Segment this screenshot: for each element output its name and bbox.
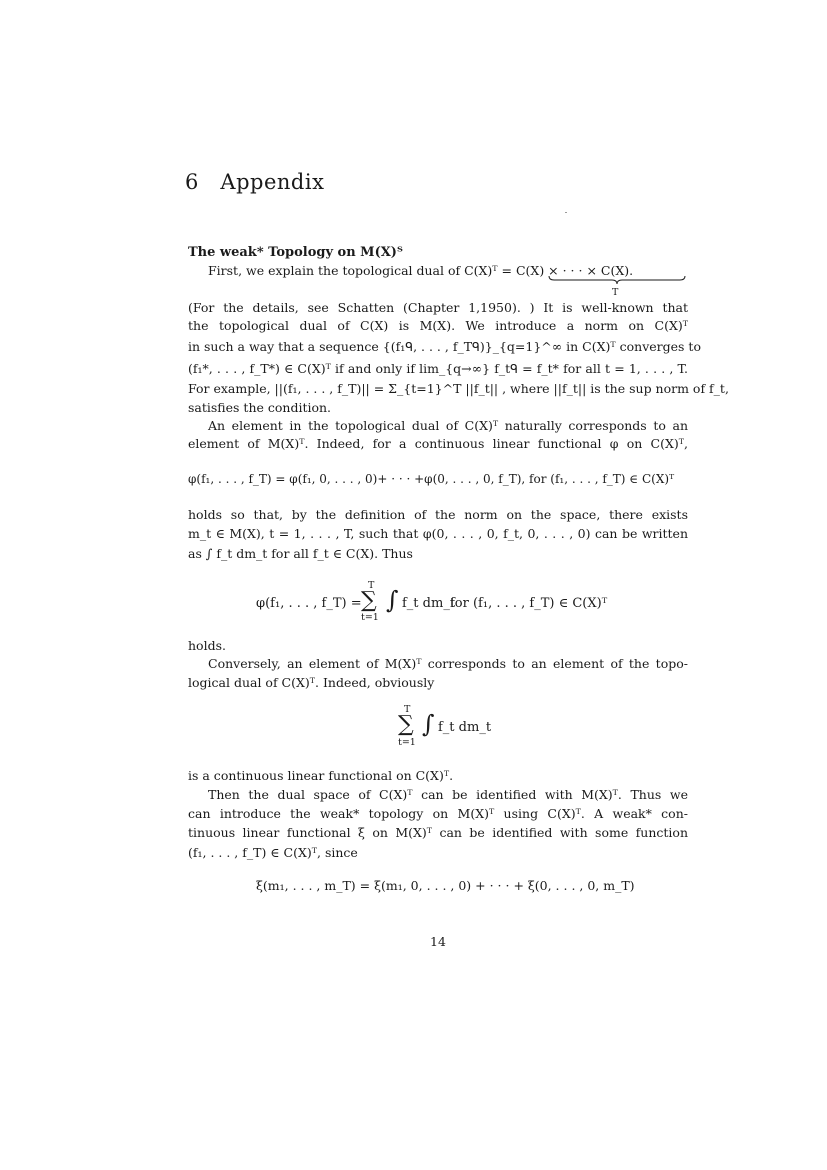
integral-symbol: ∫ xyxy=(386,586,399,614)
para4-line-1: Conversely, an element of M(X)ᵀ corresponds to an element of the topo- xyxy=(208,656,688,671)
scan-speck xyxy=(565,212,567,213)
para5-line-5: (f₁, . . . , f_T) ∈ C(X)ᵀ, since xyxy=(188,845,358,860)
equation-2-tail: for (f₁, . . . , f_T) ∈ C(X)ᵀ xyxy=(450,596,608,611)
para5-line-2: Then the dual space of C(X)ᵀ can be identified with M(X)ᵀ. Thus we xyxy=(208,787,688,802)
para3-line-3: as ∫ f_t dm_t for all f_t ∈ C(X). Thus xyxy=(188,546,413,561)
para3-line-1: holds so that, by the definition of the norm on the space, there exists xyxy=(188,507,688,522)
para5-line-1: is a continuous linear functional on C(X)ᵀ. xyxy=(188,768,454,783)
holds-line: holds. xyxy=(188,638,226,653)
equation-2-lhs: φ(f₁, . . . , f_T) = xyxy=(256,596,362,611)
equation-2-sum-bottom: t=1 xyxy=(361,612,379,623)
para5-line-3: can introduce the weak* topology on M(X)ᵀ using C(X)ᵀ. A weak* con- xyxy=(188,806,688,821)
underbrace-label: T xyxy=(612,287,619,298)
section-title: Appendix xyxy=(220,170,325,194)
equation-1: φ(f₁, . . . , f_T) = φ(f₁, 0, . . . , 0)+ · · · +φ(0, . . . , 0, f_T), for (f₁, . . . , f_T) ∈ C(X)ᵀ xyxy=(188,472,675,486)
equation-3-sum-bottom: t=1 xyxy=(398,737,416,748)
sigma-symbol: ∑ xyxy=(361,588,377,613)
section-number: 6 xyxy=(185,170,199,194)
para1-line-5: (f₁*, . . . , f_T*) ∈ C(X)ᵀ if and only if lim_{q→∞} f_tᑫ = f_t* for all t = 1, . . . , T. xyxy=(188,361,688,376)
equation-3-sum-top: T xyxy=(404,704,411,715)
para1-line-7: satisfies the condition. xyxy=(188,400,332,415)
section-heading xyxy=(185,170,324,194)
integral-symbol: ∫ xyxy=(422,710,435,738)
underbrace xyxy=(548,276,686,285)
para3-line-2: m_t ∈ M(X), t = 1, . . . , T, such that φ(0, . . . , 0, f_t, 0, . . . , 0) can be written xyxy=(188,526,688,541)
para1-line-2: (For the details, see Schatten (Chapter 1,1950). ) It is well-known that xyxy=(188,300,688,315)
para1-line-6: For example, ||(f₁, . . . , f_T)|| = Σ_{t=1}^T ||f_t|| , where ||f_t|| is the sup norm of f_t, xyxy=(188,381,729,396)
equation-3-integrand: f_t dm_t xyxy=(438,720,492,735)
para2-line-1: An element in the topological dual of C(X)ᵀ naturally corresponds to an xyxy=(208,418,688,433)
equation-4: ξ(m₁, . . . , m_T) = ξ(m₁, 0, . . . , 0) + · · · + ξ(0, . . . , 0, m_T) xyxy=(256,878,635,893)
subheading: The weak* Topology on M(X)ᵀ xyxy=(188,245,403,260)
equation-2-sum-top: T xyxy=(368,580,375,591)
page-number: 14 xyxy=(430,934,446,949)
para5-line-4: tinuous linear functional ξ on M(X)ᵀ can be identified with some function xyxy=(188,825,688,840)
sigma-symbol: ∑ xyxy=(398,712,414,737)
para2-line-2: element of M(X)ᵀ. Indeed, for a continuous linear functional φ on C(X)ᵀ, xyxy=(188,436,688,451)
equation-2-integrand: f_t dm_t xyxy=(402,596,456,611)
para1-line-4: in such a way that a sequence {(f₁ᑫ, . . . , f_Tᑫ)}_{q=1}^∞ in C(X)ᵀ converges to xyxy=(188,339,701,354)
para1-line-3: the topological dual of C(X) is M(X). We introduce a norm on C(X)ᵀ xyxy=(188,318,688,333)
para4-line-2: logical dual of C(X)ᵀ. Indeed, obviously xyxy=(188,675,435,690)
para1-line-1: First, we explain the topological dual of C(X)ᵀ = C(X) × · · · × C(X). xyxy=(208,263,634,278)
